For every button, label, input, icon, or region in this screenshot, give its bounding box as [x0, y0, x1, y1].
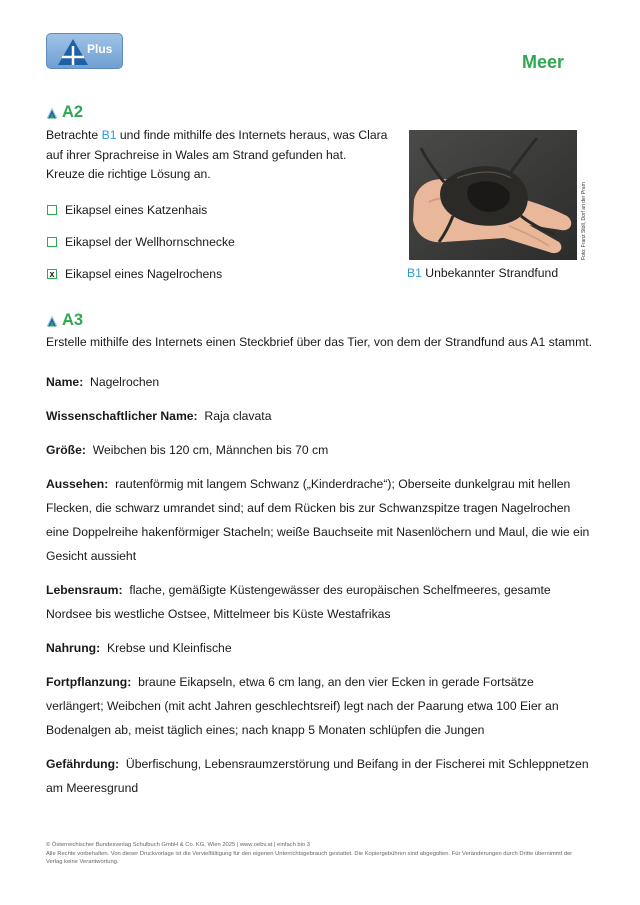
plus-logo [46, 33, 123, 69]
logo-text: Plus [87, 42, 113, 56]
page-topic: Meer [521, 52, 564, 72]
field-value: flache, gemäßigte Küstengewässer des europäischen Schelfmeeres, gesamte Nordsee bis westliche Ostsee, Mittelmeer bis Küste Westafrikas [46, 583, 551, 621]
field-key: Fortpflanzung: [46, 675, 132, 689]
difficulty-level-icon [46, 107, 58, 119]
checkbox[interactable] [47, 205, 57, 215]
field-value: Überfischung, Lebensraumzerstörung und Beifang in der Fischerei mit Schleppnetzen am Meeresgrund [46, 757, 589, 795]
task-a3-heading [46, 311, 83, 330]
field-key: Name: [46, 375, 84, 389]
field-value: braune Eikapseln, etwa 6 cm lang, an den vier Ecken in gerade Fortsätze verlängert; Weibchen (mit acht Jahren geschlechtsreif) legt nach der Paarung etwa 100 Eier an Bodenalgen ab, meist täglich eines; nach knapp 5 Monaten schlüpfen die Jungen [46, 675, 559, 737]
field-value: Raja clavata [204, 409, 272, 423]
profile-field-diet [46, 636, 594, 660]
field-value: Nagelrochen [90, 375, 160, 389]
checkbox[interactable] [47, 237, 57, 247]
task-a2-label: A2 [62, 103, 84, 121]
egg-capsule-photo [409, 130, 577, 260]
profile-field-scientific-name [46, 404, 594, 428]
option-katzenhai[interactable] [47, 203, 207, 217]
profile-field-habitat [46, 578, 594, 626]
profile-field-size [46, 438, 594, 462]
profile-field-name [46, 370, 594, 394]
field-key: Lebensraum: [46, 583, 123, 597]
task-a2-heading [46, 103, 83, 122]
field-value: Weibchen bis 120 cm, Männchen bis 70 cm [92, 443, 329, 457]
field-key: Nahrung: [46, 641, 101, 655]
footer-line-1: © Österreichischer Bundesverlag Schulbuch GmbH & Co. KG, Wien 2025 | www.oebv.at | einfach bio 3 [46, 842, 310, 848]
option-nagelrochen[interactable] [47, 267, 222, 281]
figure-caption: B1 Unbekannter Strandfund [407, 266, 559, 280]
triangle-logo-icon [57, 38, 89, 66]
difficulty-level-icon [46, 315, 58, 327]
field-key: Gefährdung: [46, 757, 120, 771]
task-a3-label: A3 [62, 311, 84, 329]
photo-credit: Foto: Franz Stoll, Dorf an der Pram [581, 182, 587, 260]
profile-field-threats [46, 752, 594, 800]
field-value: Krebse und Kleinfische [106, 641, 232, 655]
task-a3-instructions: Erstelle mithilfe des Internets einen Steckbrief über das Tier, von dem der Strandfund aus A1 stammt. [46, 335, 593, 349]
footer-line-2: Alle Rechte vorbehalten. Von dieser Druckvorlage ist die Vervielfältigung für den eigenen Unterrichtsgebrauch gestattet. Die Kopiergebühren sind abgegolten. Für Veränderungen durch Dritte übernimmt der Verlag keine Verantwortung. [46, 850, 573, 865]
option-label: Eikapsel der Wellhornschnecke [65, 235, 235, 249]
field-key: Wissenschaftlicher Name: [46, 409, 198, 423]
figure-ref: B1 [101, 128, 117, 142]
checkbox-checked[interactable]: x [47, 269, 57, 279]
field-key: Größe: [46, 443, 86, 457]
copyright-footer [46, 841, 586, 867]
profile-field-reproduction [46, 670, 594, 742]
field-value: rautenförmig mit langem Schwanz („Kinderdrache“); Oberseite dunkelgrau mit hellen Flecken, die schwarz umrandet sind; auf dem Rücken bis zur Schwanzspitze tragen Nagelrochen eine Doppelreihe hakenförmiger Stacheln; weiße Bauchseite mit Nasenlöchern und Maul, die wie ein Gesicht aussieht [46, 477, 590, 563]
task-a2-instructions: Betrachte B1 und finde mithilfe des Internets heraus, was Clara auf ihrer Sprachreise in Wales am Strand gefunden hat. Kreuze die richtige Lösung an. [46, 128, 388, 181]
option-wellhornschnecke[interactable] [47, 235, 235, 249]
profile-field-appearance [46, 472, 594, 568]
option-label: Eikapsel eines Katzenhais [65, 203, 208, 217]
option-label: Eikapsel eines Nagelrochens [65, 267, 223, 281]
field-key: Aussehen: [46, 477, 109, 491]
